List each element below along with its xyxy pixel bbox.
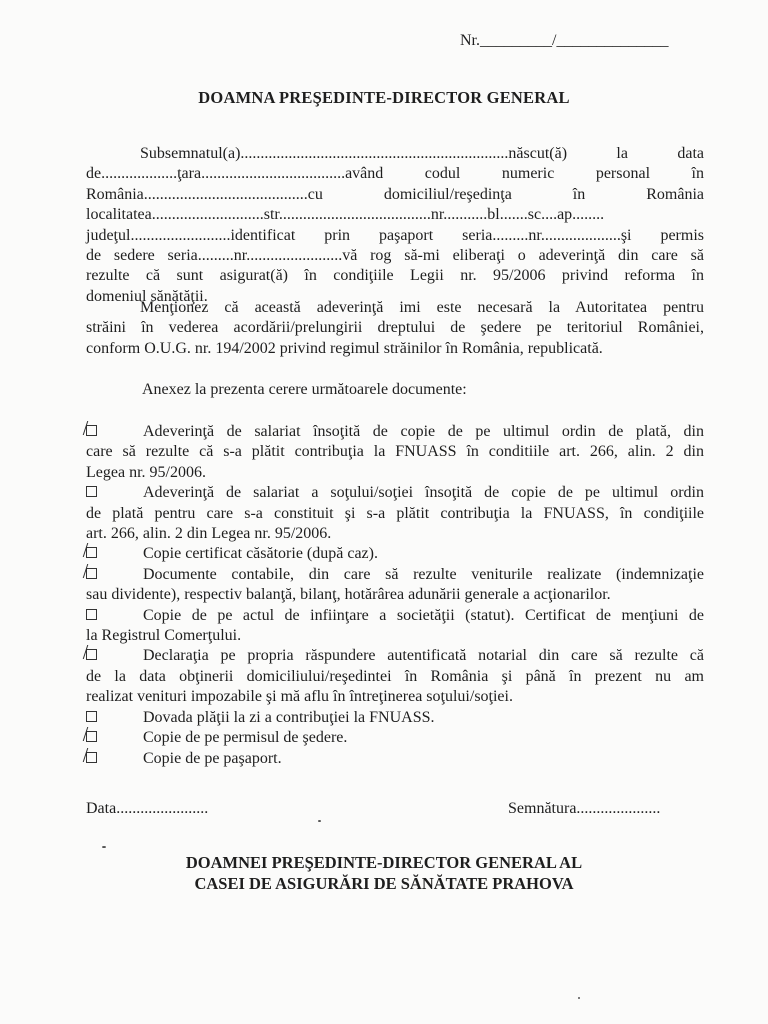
document-item-first-line (86, 749, 704, 769)
document-item-line: Adeverinţă de salariat a soţului/soţiei însoţită de copie de pe ultimul ordin (143, 484, 704, 502)
purpose-paragraph (86, 298, 704, 359)
document-item-line: Declaraţia pe propria răspundere autentificată notarial din care să rezulte că (143, 647, 704, 665)
document-item-line: art. 266, alin. 2 din Legea nr. 95/2006. (86, 525, 332, 543)
paragraph-line: judeţul.........................identificat prin paşaport seria.........nr....................şi permis (86, 226, 704, 244)
footer-line: DOAMNEI PREŞEDINTE-DIRECTOR GENERAL AL (185, 853, 583, 872)
document-item-first-line (86, 422, 704, 442)
document-item (86, 728, 704, 748)
annex-intro: Anexez la prezenta cerere următoarele documente: (142, 381, 467, 398)
document-item (86, 422, 704, 483)
paragraph-line: România.........................................cu domiciliul/reşedinţa în România (86, 185, 704, 203)
empty-checkbox-icon[interactable] (86, 609, 97, 620)
paragraph-line: domeniul sănătăţii. (86, 287, 208, 305)
paragraph-line: străini în vederea acordării/prelungirii dreptului de şedere pe teritoriul României, (86, 319, 704, 337)
document-item-line: Adeverinţă de salariat însoţită de copie de pe ultimul ordin de plată, din (143, 423, 704, 440)
paragraph-line: de...................ţara....................................având codul numeric personal în (86, 165, 704, 183)
checked-checkbox-icon[interactable] (86, 547, 97, 558)
empty-checkbox-icon[interactable] (86, 711, 97, 722)
paragraph-line: de sedere seria.........nr........................vă rog să-mi eliberaţi o adeverinţă din care să (86, 247, 704, 265)
document-item-line: Copie certificat căsătorie (după caz). (143, 545, 378, 563)
paragraph-line: Menţionez că această adeverinţă imi este necesară la Autoritatea pentru (140, 299, 704, 316)
paragraph-line: localitatea............................str......................................nr...........bl.......sc....ap........ (86, 206, 605, 224)
document-item-line: de la data obţinerii domiciliului/reşedintei în România şi până în prezent nu am (86, 667, 704, 685)
document-item-line: Copie de pe actul de infiinţare a societăţii (statut). Certificat de menţiuni de (143, 606, 704, 624)
document-item-first-line (86, 606, 704, 626)
document-item (86, 606, 704, 647)
document-item-first-line (86, 708, 704, 728)
addressee-footer (0, 852, 768, 894)
document-item-line: sau dividente), respectiv balanţă, bilanţ, hotărârea adunării generale a acţionarilor. (86, 586, 611, 604)
scan-speck (318, 820, 321, 822)
document-item-line: Copie de pe permisul de şedere. (143, 729, 348, 747)
document-item-line: Documente contabile, din care să rezulte veniturile realizate (indemnizaţie (143, 565, 704, 583)
document-item-line: Legea nr. 95/2006. (86, 463, 206, 481)
date-field: Data....................... (86, 800, 209, 817)
checked-checkbox-icon[interactable] (86, 568, 97, 579)
checked-checkbox-icon[interactable] (86, 752, 97, 763)
checked-checkbox-icon[interactable] (86, 731, 97, 742)
document-item-line: care să rezulte că s-a plătit contribuţia la FNUASS în conditiile art. 266, alin. 2 din (86, 443, 704, 461)
document-item (86, 565, 704, 606)
document-item (86, 483, 704, 544)
document-item-line: Dovada plăţii la zi a contribuţiei la FNUASS. (143, 708, 435, 726)
paragraph-line: Subsemnatul(a)...................................................................născut(ă) la data (140, 145, 704, 162)
scan-speck (102, 846, 106, 848)
document-item-line: la Registrul Comerţului. (86, 627, 242, 645)
document-item (86, 646, 704, 707)
paragraph-line: conform O.U.G. nr. 194/2002 privind regimul străinilor în România, republicată. (86, 339, 603, 357)
document-item (86, 544, 704, 564)
document-item-first-line (86, 565, 704, 585)
empty-checkbox-icon[interactable] (86, 486, 97, 497)
document-item (86, 749, 704, 769)
footer-line: CASEI DE ASIGURĂRI DE SĂNĂTATE PRAHOVA (194, 874, 574, 893)
document-item-first-line (86, 544, 704, 564)
page-title: DOAMNA PREŞEDINTE-DIRECTOR GENERAL (198, 88, 570, 107)
registration-number-line: Nr._________/______________ (460, 32, 669, 49)
scan-speck (578, 997, 580, 999)
documents-checklist (86, 422, 704, 769)
document-item-line: realizat venituri impozabile şi mă aflu în întreţinerea soţului/soţiei. (86, 688, 513, 706)
document-item-line: Copie de pe paşaport. (143, 749, 282, 767)
signature-field: Semnătura..................... (508, 800, 661, 817)
applicant-paragraph (86, 144, 704, 307)
document-item-first-line (86, 646, 704, 666)
checked-checkbox-icon[interactable] (86, 425, 97, 436)
document-item-first-line (86, 728, 704, 748)
document-item-line: de plată pentru care s-a constituit şi s-a plătit contribuţia la FNUASS, în condiţiile (86, 504, 704, 522)
document-item-first-line (86, 483, 704, 503)
document-item (86, 708, 704, 728)
checked-checkbox-icon[interactable] (86, 649, 97, 660)
paragraph-line: rezulte că sunt asigurat(ă) în condiţiile Legii nr. 95/2006 privind reforma în (86, 267, 704, 285)
